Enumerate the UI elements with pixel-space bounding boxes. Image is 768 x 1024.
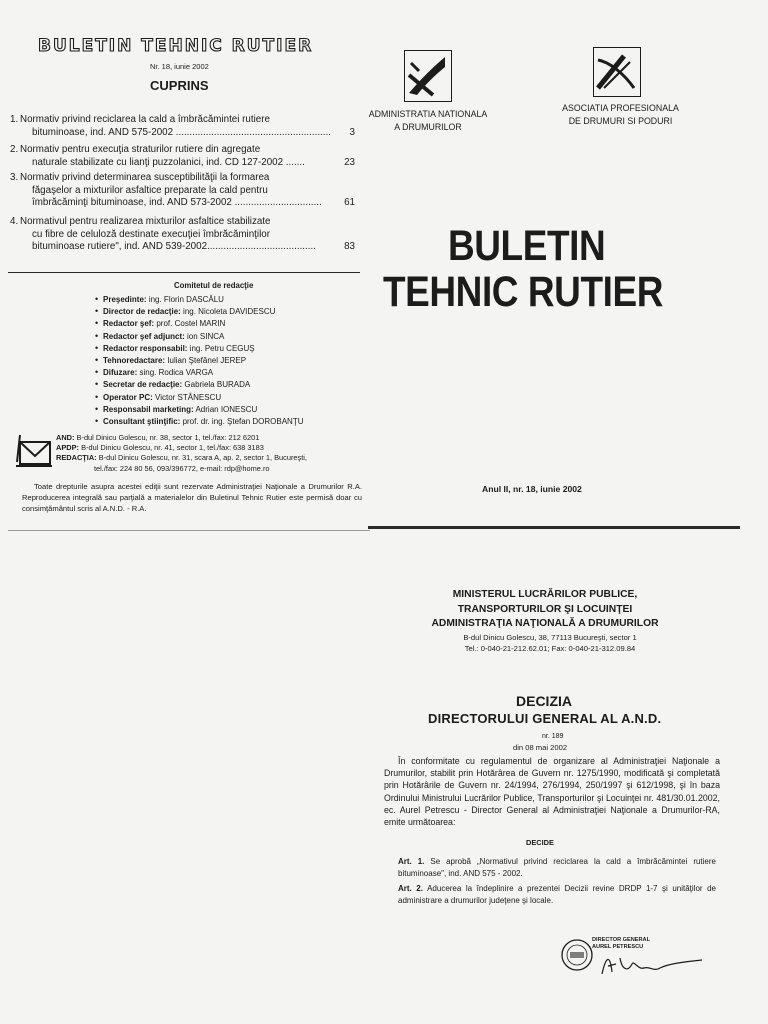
toc-page: 3 <box>349 126 355 138</box>
ministry-header: MINISTERUL LUCRĂRILOR PUBLICE, TRANSPORTURILOR ŞI LOCUINŢEI ADMINISTRAŢIA NAŢIONALĂ A DRUMURILOR <box>431 589 659 629</box>
list-item: • Preşedinte: ing. Florin DASCĂLU <box>95 294 365 306</box>
list-item: • Operator PC: Victor STĂNESCU <box>95 392 365 404</box>
list-item: • Responsabil marketing: Adrian IONESCU <box>95 404 365 416</box>
apdp-logo-caption: ASOCIATIA PROFESIONALA DE DRUMURI SI PODURI <box>562 103 679 126</box>
apdp-logo <box>593 47 641 97</box>
divider <box>8 272 360 273</box>
series-title: BULETIN TEHNIC RUTIER <box>38 36 314 56</box>
cover-issue: Anul II, nr. 18, iunie 2002 <box>482 484 582 494</box>
article-1: Art. 1. Se aprobă „Normativul privind reciclarea la cald a îmbrăcămintei rutiere bituminoase", ind. AND 575 - 2002. <box>398 857 716 878</box>
envelope-icon <box>14 432 54 470</box>
decide-heading: DECIDE <box>526 838 554 847</box>
decision-body: În conformitate cu regulamentul de organizare al Administraţiei Naţionale a Drumurilor, stabilit prin Hotărârea de Guvern nr. 1275/1990, modificată şi completată prin Hotărârile de Guvern nr. 24/1994, 276/1994, 250/1997 şi 612/1998, şi în baza Ordinului Ministrului Lucrărilor Publice, Transporturilor şi Locuinţei nr. 481/30.01.2002, ec. Aurel Petrescu - Director General al Administraţiei Naţionale a Drumurilor-RA, emite următoarea: <box>384 756 720 828</box>
article-2: Art. 2. Aducerea la îndeplinire a prezentei Decizii revine DRDP 1-7 şi unităţilor de administrare a drumurilor judeţene şi locale. <box>398 884 717 905</box>
list-item: • Director de redacţie: ing. Nicoleta DAVIDESCU <box>95 306 365 318</box>
decision-date: din 08 mai 2002 <box>513 743 568 752</box>
toc-item[interactable]: 3. Normativ privind determinarea susceptibilităţii la formarea făgaşelor a mixturilor asfaltice preparate la cald pentru îmbrăcăminţi bituminoase, ind. AND 573-2002 ................................ 61 <box>10 172 355 208</box>
signature-caption: DIRECTOR GENERAL AUREL PETRESCU <box>592 937 651 950</box>
signature <box>598 950 718 980</box>
road-logo-icon <box>405 51 450 100</box>
list-item: • Tehnoredactare: Iulian Ştefănel JEREP <box>95 355 365 367</box>
toc-item[interactable]: 4. Normativul pentru realizarea mixturilor asfaltice stabilizate cu fibre de celuloză destinate execuţiei îmbrăcăminţilor bituminoase rutiere", ind. AND 539-2002........................................ 83 <box>10 216 355 252</box>
cover-title-line2: TEHNIC RUTIER <box>383 268 663 316</box>
stamp-seal <box>560 938 594 972</box>
list-item: • Redactor şef adjunct: ion SINCA <box>95 331 365 343</box>
decision-subtitle: DIRECTORULUI GENERAL AL A.N.D. <box>428 711 662 726</box>
ministry-contact: B-dul Dinicu Golescu, 38, 77113 Bucureşti, sector 1 Tel.: 0-040-21-212.62.01; Fax: 0-040-21-312.09.84 <box>463 633 637 653</box>
list-item: • Secretar de redacţie: Gabriela BURADA <box>95 379 365 391</box>
contents-heading: CUPRINS <box>150 78 209 93</box>
issue-number: Nr. 18, iunie 2002 <box>150 62 209 71</box>
decision-number: nr. 189 <box>542 733 564 740</box>
committee-list <box>95 294 365 428</box>
list-item: • Consultant ştiinţific: prof. dr. ing. Ştefan DOROBANŢU <box>95 416 365 428</box>
list-item: • Difuzare: sing. Rodica VARGA <box>95 367 365 379</box>
toc-page: 23 <box>344 156 355 168</box>
decision-title: DECIZIA <box>516 693 572 709</box>
list-item: • Redactor responsabil: ing. Petru CEGUŞ <box>95 343 365 355</box>
rights-notice: Toate drepturile asupra acestei ediţii sunt rezervate Administraţiei Naţionale a Drumurilor R.A. Reproducerea integrală sau parţială a materialelor din Buletinul Tehnic Rutier este permisă doar cu consimţământul scris al A.N.D. - R.A. <box>22 482 362 513</box>
address-block: AND: B-dul Dinicu Golescu, nr. 38, sector 1, tel./fax: 212 6201 APDP: B-dul Dinicu Golescu, nr. 41, sector 1, tel./fax: 638 3183 REDACŢIA: B-dul Dinicu Golescu, nr. 31, scara A, ap. 2, sector 1, Bucureşti, tel./fax: 224 80 56, 093/396772, e-mail: rdp@home.ro <box>56 433 307 473</box>
list-item: • Redactor şef: prof. Costel MARIN <box>95 318 365 330</box>
divider <box>8 530 370 531</box>
toc-item[interactable]: 2. Normativ pentru execuţia straturilor rutiere din agregate naturale stabilizate cu lianţi puzzolanici, ind. CD 127-2002 ....... 23 <box>10 144 355 168</box>
table-of-contents <box>10 114 355 264</box>
toc-item[interactable]: 1. Normativ privind reciclarea la cald a îmbrăcămintei rutiere bituminoase, ind. AND 575-2002 ......................................................... 3 <box>10 114 355 138</box>
toc-page: 83 <box>344 241 355 252</box>
and-logo-caption: ADMINISTRATIA NATIONALA A DRUMURILOR <box>368 109 488 132</box>
divider <box>368 526 740 529</box>
bridge-logo-icon <box>594 48 639 95</box>
committee-heading: Comitetul de redacţie <box>174 281 254 290</box>
toc-page: 61 <box>344 197 355 208</box>
cover-title-line1: BULETIN <box>448 222 606 270</box>
and-logo <box>404 50 452 102</box>
